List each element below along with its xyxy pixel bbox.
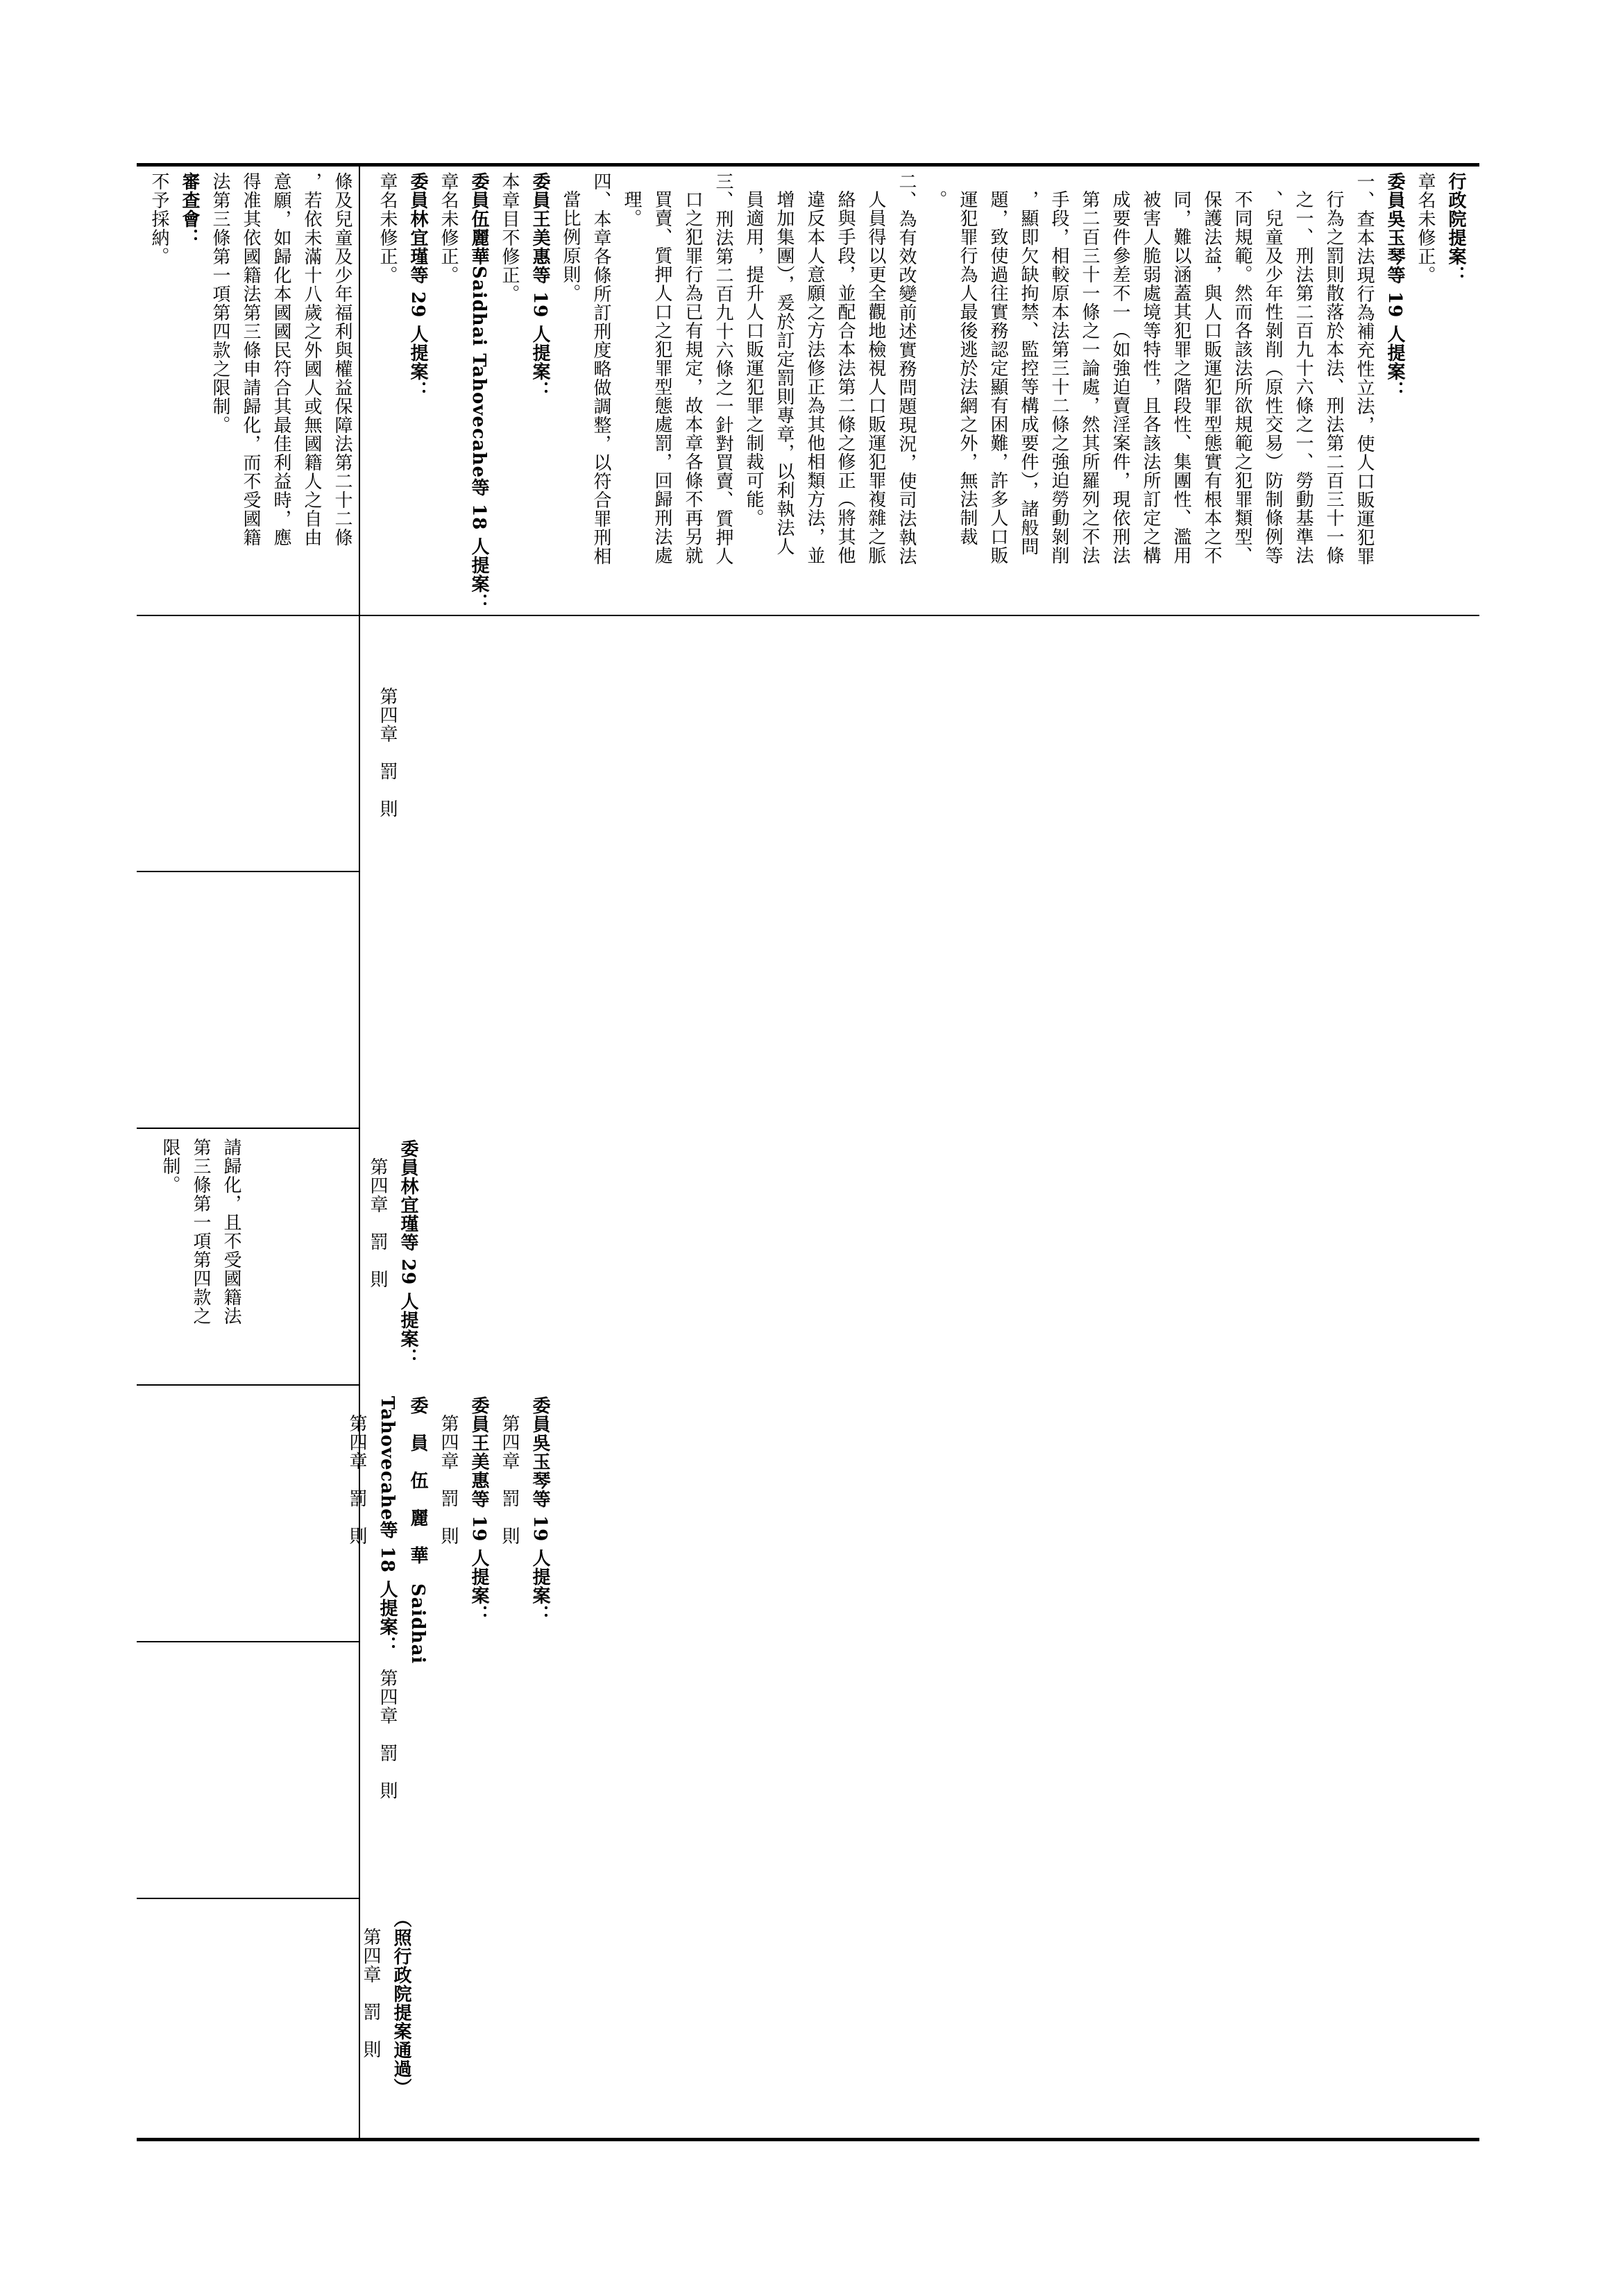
column-divider xyxy=(359,165,360,2139)
wu-item1-line-7: 同，難以涵蓋其犯罪之階段性、集團性、濫用 xyxy=(1171,190,1191,565)
top-border xyxy=(137,163,1479,167)
wu-explanation-title: 委員吳玉琴等 19 人提案： xyxy=(1384,172,1405,400)
wu-item2-line-5: 增加集團），爰於訂定罰則專章，以利執法人 xyxy=(774,190,794,556)
current-law-line: 第四章 罰 則 xyxy=(377,687,398,818)
wang-explanation-text: 本章目不修正。 xyxy=(499,172,520,303)
lin-proposal-line: 第四章 罰 則 xyxy=(367,1157,388,1289)
wu-item1-line-13: 題，致使過往實務認定顯有困難，許多人口販 xyxy=(987,190,1008,565)
lin-explanation-text: 章名未修正。 xyxy=(377,172,398,284)
explanation-prev-1: 條及兒童及少年福利與權益保障法第二十二條 xyxy=(332,172,352,547)
row-divider-4 xyxy=(137,1128,359,1129)
passed-text-block xyxy=(361,1910,416,2132)
row-divider-3 xyxy=(137,1384,359,1386)
wu-item3-line-4: 理。 xyxy=(621,190,642,228)
wu-yuqin-proposal-title: 委員吳玉琴等 19 人提案： xyxy=(529,1396,550,1624)
exec-explanation-text: 章名未修正。 xyxy=(1415,172,1436,284)
wu-item3-line-1: 三、刑法第二百九十六條之一針對買賣、質押人 xyxy=(713,172,733,566)
wu-lihua-proposal-line: 第四章 罰 則 xyxy=(346,1414,367,1545)
explanation-prev-2: ，若依未滿十八歲之外國人或無國籍人之自由 xyxy=(301,172,322,547)
wang-meihui-proposal-line: 第四章 罰 則 xyxy=(438,1414,459,1545)
wu-item2-line-4: 違反本人意願之方法修正為其他相類方法，並 xyxy=(804,190,825,565)
passed-text-title: （照行政院提案通過） xyxy=(391,1910,411,2097)
lin-proposal-title: 委員林宜瑾等 29 人提案： xyxy=(398,1139,418,1368)
wu-item1-line-1: 一、查本法現行為補充性立法，使人口販運犯罪 xyxy=(1354,172,1375,566)
review-text: 不予採納。 xyxy=(148,172,169,266)
explanation-prev-5: 法第三條第一項第四款之限制。 xyxy=(210,172,230,434)
row-divider-2 xyxy=(137,1641,359,1642)
lin-prev-line-2: 第三條第一項第四款之 xyxy=(190,1138,211,1325)
wu-item1-line-15: 。 xyxy=(926,190,947,209)
wu-lihua-explanation-text: 章名未修正。 xyxy=(438,172,459,284)
row-divider-5 xyxy=(137,871,359,872)
explanation-prev-block xyxy=(149,172,357,609)
current-law-block xyxy=(361,687,402,867)
wu-lihua-proposal-title-a: 委 員 伍 麗 華 Saidhai xyxy=(407,1396,428,1665)
wu-item2-line-2: 人員得以更全觀地檢視人口販運犯罪複雜之脈 xyxy=(865,190,886,565)
bottom-border xyxy=(137,2138,1479,2141)
lin-prev-line-3: 限制。 xyxy=(160,1138,180,1194)
wu-item4-line-1: 四、本章各條所訂刑度略做調整，以符合罪刑相 xyxy=(590,172,611,566)
wu-item1-line-9: 成要件參差不一（如強迫賣淫案件，現依刑法 xyxy=(1110,190,1130,565)
members-proposals-block xyxy=(346,1396,555,1665)
wu-item1-line-12: ，顯即欠缺拘禁、監控等構成要件），諸般問 xyxy=(1018,190,1039,556)
wu-item1-line-14: 運犯罪行為人最後逃於法網之外，無法制裁 xyxy=(957,190,978,546)
lin-prev-line-1: 請歸化，且不受國籍法 xyxy=(221,1138,241,1325)
review-title: 審查會： xyxy=(179,172,200,247)
exec-explanation-title: 行政院提案： xyxy=(1445,172,1466,284)
wu-item1-line-8: 被害人脆弱處境等特性，且各該法所訂定之構 xyxy=(1140,190,1161,565)
wu-yuqin-proposal-line: 第四章 罰 則 xyxy=(499,1414,520,1545)
wu-item1-line-10: 第二百三十一條之一論處，然其所羅列之不法 xyxy=(1079,190,1100,565)
wu-item1-line-3: 之一、刑法第二百九十六條之一、勞動基準法 xyxy=(1293,190,1314,565)
lin-proposal-block xyxy=(361,1139,423,1375)
lin-prev-text-block xyxy=(149,1138,246,1374)
row-divider-1 xyxy=(137,1898,359,1899)
wu-item1-line-2: 行為之罰則散落於本法、刑法第二百三十一條 xyxy=(1323,190,1344,565)
wu-item1-line-6: 保護法益，與人口販運犯罪型態實有根本之不 xyxy=(1201,190,1222,565)
wu-lihua-explanation-title: 委員伍麗華Saidhai Tahovecahe等 18 人提案： xyxy=(468,172,489,613)
executive-proposal-line: 第四章 罰 則 xyxy=(377,1669,398,1800)
explanation-prev-3: 意願，如歸化本國國民符合其最佳利益時，應 xyxy=(271,172,291,547)
wang-explanation-title: 委員王美惠等 19 人提案： xyxy=(529,172,550,400)
executive-proposal-block xyxy=(361,1669,402,1891)
lin-explanation-title: 委員林宜瑾等 29 人提案： xyxy=(407,172,428,400)
row-divider-6 xyxy=(137,615,1479,616)
explanation-prev-4: 得准其依國籍法第三條申請歸化，而不受國籍 xyxy=(240,172,261,547)
wu-item3-line-3: 買賣、質押人口之犯罪型態處罰，回歸刑法處 xyxy=(652,190,672,565)
wu-item2-line-3: 絡與手段，並配合本法第二條之修正（將其他 xyxy=(835,190,856,565)
wu-item1-line-4: 、兒童及少年性剝削（原性交易）防制條例等 xyxy=(1262,190,1283,565)
wu-lihua-proposal-title-b: Tahovecahe等 18 人提案： xyxy=(377,1396,398,1656)
wu-item1-line-5: 不同規範。然而各該法所欲規範之犯罪類型、 xyxy=(1232,190,1252,565)
wu-item4-line-2: 當比例原則。 xyxy=(560,190,581,303)
wu-item1-line-11: 手段，相較原本法第三十二條之強迫勞動剝削 xyxy=(1048,190,1069,565)
wu-item3-line-2: 口之犯罪行為已有規定，故本章各條不再另就 xyxy=(682,190,703,565)
wu-item2-line-6: 員適用，提升人口販運犯罪之制裁可能。 xyxy=(743,190,764,527)
wang-meihui-proposal-title: 委員王美惠等 19 人提案： xyxy=(468,1396,489,1624)
explanation-block xyxy=(361,172,1471,613)
passed-text-line: 第四章 罰 則 xyxy=(360,1928,381,2059)
wu-item2-line-1: 二、為有效改變前述實務問題現況，使司法執法 xyxy=(896,172,917,566)
